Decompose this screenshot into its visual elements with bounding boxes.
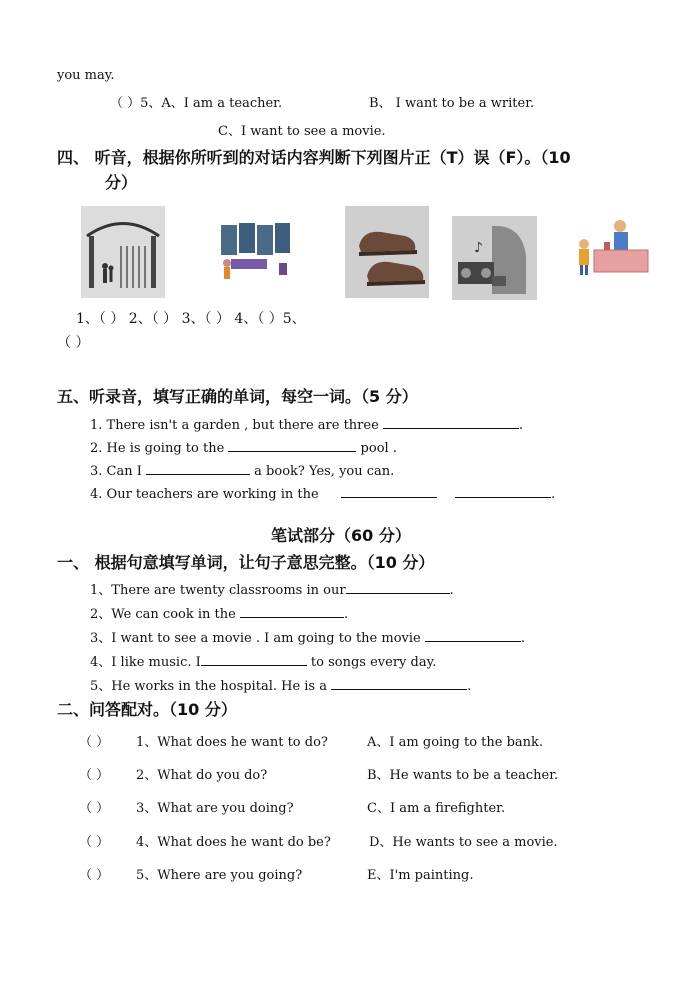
part-1-title: 一、 根据句意填写单词，让句子意思完整。（10 分） — [57, 553, 435, 572]
section-5-item-2 — [90, 439, 397, 457]
answer-blank[interactable] — [341, 485, 437, 498]
answer-blank[interactable] — [228, 439, 356, 452]
q5-option-a: （ ）5、A、I am a teacher. — [110, 96, 283, 111]
item-end: . — [467, 679, 472, 694]
item-text: 1、There are twenty classrooms in our — [90, 583, 346, 598]
match-paren-2[interactable]: （ ） — [79, 768, 110, 783]
item-end: to songs every day. — [310, 655, 437, 670]
answer-blank[interactable] — [240, 605, 344, 618]
item-end: . — [343, 607, 349, 622]
item-end: a book? Yes, you can. — [254, 464, 395, 479]
item-end: pool . — [360, 441, 397, 456]
part-1-item-3 — [90, 629, 525, 647]
section-5-item-1 — [90, 416, 523, 434]
item-text: 4. Our teachers are working in the — [90, 487, 319, 502]
part-1-item-5 — [90, 677, 471, 695]
written-part-title: 笔试部分（60 分） — [271, 526, 411, 545]
item-text: 1. There isn't a garden , but there are three — [90, 418, 379, 433]
answer-blank[interactable] — [331, 677, 467, 690]
q5-option-c: C、I want to see a movie. — [218, 124, 386, 139]
match-answer-d: D、He wants to see a movie. — [369, 835, 558, 850]
part-1-item-1 — [90, 581, 454, 599]
part-2-title: 二、问答配对。（10 分） — [57, 700, 237, 719]
match-answer-b: B、He wants to be a teacher. — [367, 768, 559, 783]
item-end: . — [449, 583, 454, 598]
q5-option-b: B、 I want to be a writer. — [369, 96, 535, 111]
match-question-5: 5、Where are you going? — [136, 868, 303, 883]
section-4-answers-cont[interactable]: （ ） — [57, 335, 90, 351]
item-end: . — [551, 487, 556, 502]
item-end: . — [520, 631, 525, 646]
shoes-icon — [345, 206, 429, 298]
radio-icon — [452, 216, 537, 300]
svg-text:♪: ♪ — [474, 240, 483, 256]
item-text: 2、We can cook in the — [90, 607, 236, 622]
section-5-item-3 — [90, 462, 394, 480]
match-paren-3[interactable]: （ ） — [79, 801, 110, 816]
match-paren-1[interactable]: （ ） — [79, 735, 110, 750]
answer-blank[interactable] — [346, 581, 450, 594]
text-you-may: you may. — [57, 68, 115, 83]
item-text: 2. He is going to the — [90, 441, 225, 456]
item-text: 3. Can I — [90, 464, 142, 479]
section-4-title-cont: 分） — [105, 173, 138, 192]
match-question-2: 2、What do you do? — [136, 768, 268, 783]
section-4-answers[interactable]: 1、（ ） 2、（ ） 3、（ ） 4、（ ）5、 — [76, 311, 306, 327]
shop-icon — [574, 214, 650, 280]
answer-blank[interactable] — [425, 629, 521, 642]
match-answer-c: C、I am a firefighter. — [367, 801, 506, 816]
match-answer-e: E、I'm painting. — [367, 868, 474, 883]
section-5-title: 五、听录音，填写正确的单词，每空一词。（5 分） — [57, 387, 418, 406]
answer-blank[interactable] — [455, 485, 551, 498]
item-text: 4、I like music. I — [90, 655, 201, 670]
answer-blank[interactable] — [146, 462, 250, 475]
match-paren-4[interactable]: （ ） — [79, 835, 110, 850]
match-answer-a: A、I am going to the bank. — [367, 735, 544, 750]
match-question-1: 1、What does he want to do? — [136, 735, 328, 750]
zoo-gate-icon — [81, 206, 165, 298]
item-text: 5、He works in the hospital. He is a — [90, 679, 327, 694]
answer-blank[interactable] — [383, 416, 519, 429]
part-1-item-2 — [90, 605, 348, 623]
section-5-item-4 — [90, 485, 555, 503]
answer-blank[interactable] — [201, 653, 307, 666]
match-question-4: 4、What does he want do be? — [136, 835, 331, 850]
item-end: . — [518, 418, 524, 433]
item-text: 3、I want to see a movie . I am going to the movie — [90, 631, 421, 646]
match-question-3: 3、What are you doing? — [136, 801, 294, 816]
library-shelves-icon — [217, 219, 292, 283]
section-4-title: 四、 听音，根据你所听到的对话内容判断下列图片正（T）误（F）。（10 — [57, 148, 571, 167]
part-1-item-4 — [90, 653, 436, 671]
match-paren-5[interactable]: （ ） — [79, 868, 110, 883]
